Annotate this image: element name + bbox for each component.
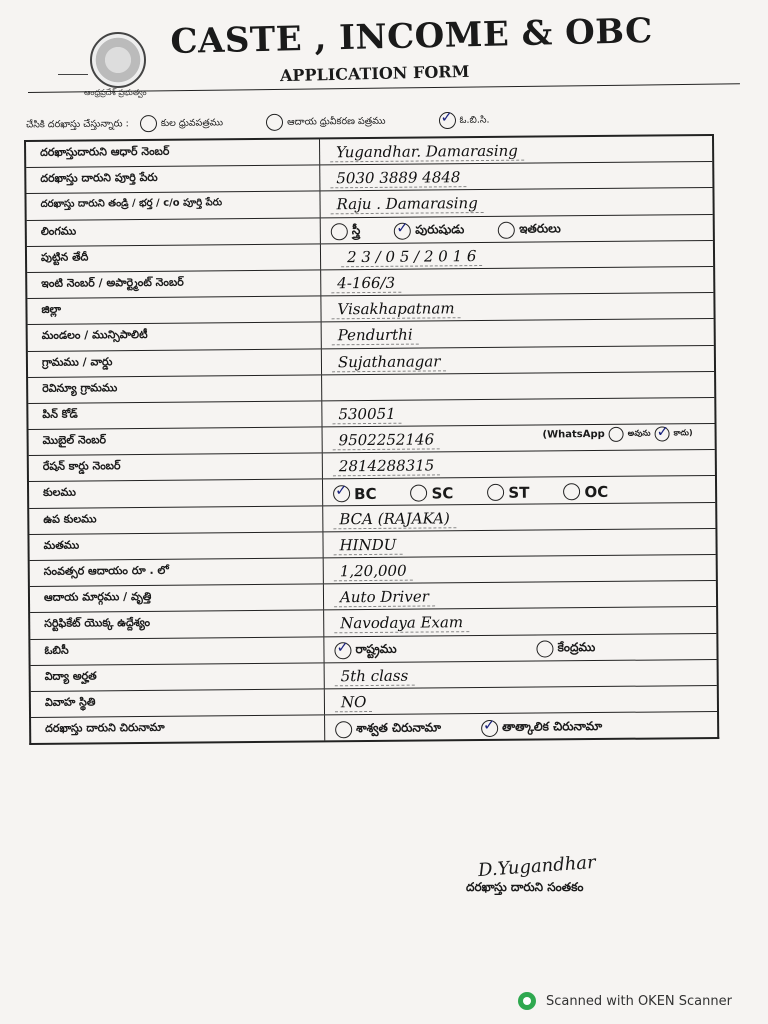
handwritten-entry: 5030 3889 4848 <box>330 168 466 188</box>
certificate-option-obc[interactable] <box>438 112 489 130</box>
radio-circle-icon[interactable] <box>487 484 504 501</box>
option-label: శాశ్వత చిరునామా <box>356 720 442 735</box>
field-value[interactable] <box>323 529 715 558</box>
field-label: మతము <box>29 532 323 560</box>
field-value[interactable] <box>320 188 712 217</box>
field-value[interactable] <box>325 686 717 715</box>
field-value[interactable] <box>322 345 714 374</box>
field-label: పిన్ కోడ్ <box>28 401 322 429</box>
option-label: పురుషుడు <box>415 222 465 237</box>
handwritten-entry: 1,20,000 <box>334 562 413 582</box>
field-label: దరఖాస్తు దారుని తండ్రి / భర్త / c/o పూర్తి పేరు <box>26 192 320 220</box>
field-label: జిల్లా <box>27 297 321 325</box>
option-label: స్త్రీ <box>351 223 361 238</box>
option-label: ఇతరులు <box>519 221 561 236</box>
caste-option-sc[interactable] <box>410 484 453 502</box>
field-value[interactable] <box>324 581 716 610</box>
header-decor-line <box>58 74 88 75</box>
handwritten-entry: Sujathanagar <box>332 352 447 372</box>
field-label: కులము <box>29 480 323 508</box>
option-label: రాష్ట్రము <box>355 641 397 657</box>
field-label: దరఖాస్తు దారుని పూర్తి పేరు <box>26 166 320 194</box>
whatsapp-no-label: కాదు) <box>673 428 693 438</box>
radio-checked-icon[interactable] <box>655 426 670 441</box>
radio-circle-icon[interactable] <box>140 115 157 132</box>
handwritten-entry: HINDU <box>333 536 402 556</box>
application-form-table <box>24 134 719 745</box>
handwritten-entry <box>332 379 344 397</box>
whatsapp-label: (WhatsApp <box>542 429 605 441</box>
handwritten-entry: Visakhapatnam <box>331 299 460 319</box>
option-label: ఆదాయ ధ్రువీకరణ పత్రము <box>287 115 386 128</box>
certificate-option-income[interactable] <box>266 113 386 131</box>
field-label: ఉప కులము <box>29 506 323 534</box>
address-option-temporary[interactable] <box>481 719 602 737</box>
field-value[interactable] <box>322 372 714 401</box>
state-emblem-icon <box>90 32 146 88</box>
option-label: కేంద్రము <box>557 640 596 655</box>
field-label: రేషన్ కార్డు నెంబర్ <box>29 454 323 482</box>
form-title: CASTE , INCOME & OBC <box>170 11 654 62</box>
field-value[interactable] <box>321 267 713 296</box>
field-label: ఆదాయ మార్గము / వృత్తి <box>30 585 324 613</box>
radio-circle-icon[interactable] <box>609 427 624 442</box>
radio-checked-icon[interactable] <box>481 720 498 737</box>
field-value[interactable] <box>320 162 712 191</box>
handwritten-entry: NO <box>335 693 373 712</box>
address-options <box>325 712 717 741</box>
caste-option-st[interactable] <box>487 483 529 501</box>
field-value[interactable] <box>324 555 716 584</box>
option-label: BC <box>354 484 377 503</box>
option-label: కుల ధ్రువపత్రము <box>160 117 224 130</box>
option-label: SC <box>431 483 454 502</box>
field-value[interactable] <box>321 293 713 322</box>
certificate-option-caste[interactable] <box>140 114 223 132</box>
whatsapp-selector <box>542 426 696 442</box>
radio-checked-icon[interactable] <box>333 485 350 502</box>
scanner-text: Scanned with OKEN Scanner <box>546 993 732 1009</box>
field-value[interactable] <box>323 503 715 532</box>
option-label: OC <box>584 482 609 501</box>
radio-checked-icon[interactable] <box>334 642 351 659</box>
radio-checked-icon[interactable] <box>438 112 455 129</box>
caste-options <box>323 476 715 505</box>
gender-options <box>321 215 713 244</box>
field-label: వివాహ స్థితి <box>31 689 325 717</box>
handwritten-entry: 4-166/3 <box>331 274 401 294</box>
handwritten-entry: 5th class <box>335 666 415 686</box>
option-label: ఓ.బి.సి. <box>459 114 490 126</box>
field-value[interactable] <box>324 607 716 636</box>
field-value[interactable] <box>325 660 717 689</box>
address-option-permanent[interactable] <box>335 720 441 738</box>
caste-option-oc[interactable] <box>563 482 608 500</box>
gender-option-female[interactable] <box>331 223 361 240</box>
obc-option-state[interactable] <box>334 642 396 660</box>
handwritten-entry: 2 3 / 0 5 / 2 0 1 6 <box>341 247 483 267</box>
form-subtitle: APPLICATION FORM <box>279 61 470 86</box>
obc-options <box>324 634 716 663</box>
field-value[interactable] <box>321 241 713 270</box>
field-label: ఇంటి నెంబర్ / అపార్ట్మెంట్ నెంబర్ <box>27 270 321 298</box>
radio-circle-icon[interactable] <box>498 222 515 239</box>
radio-circle-icon[interactable] <box>537 641 554 658</box>
obc-option-central[interactable] <box>537 640 596 658</box>
field-value[interactable] <box>320 136 712 165</box>
field-label: విద్యా అర్హత <box>31 663 325 691</box>
handwritten-entry: 530051 <box>332 405 401 425</box>
field-value[interactable] <box>322 398 714 427</box>
radio-circle-icon[interactable] <box>331 223 348 240</box>
option-label: ST <box>508 483 530 502</box>
handwritten-entry: Navodaya Exam <box>334 614 469 634</box>
gender-option-other[interactable] <box>498 221 561 239</box>
field-label: పుట్టిన తేదీ <box>27 244 321 272</box>
field-label: దరఖాస్తుదారుని ఆధార్ నెంబర్ <box>26 139 320 167</box>
gender-option-male[interactable] <box>394 222 464 240</box>
scanner-watermark <box>518 992 732 1010</box>
handwritten-entry: Auto Driver <box>334 588 435 608</box>
field-value[interactable] <box>323 450 715 479</box>
radio-circle-icon[interactable] <box>266 114 283 131</box>
field-value[interactable] <box>322 319 714 348</box>
radio-circle-icon[interactable] <box>410 485 427 502</box>
field-label: సర్టిఫికేట్ యొక్క ఉద్దేశ్యం <box>30 611 324 639</box>
certificate-type-label: చేసికి దరఖాస్తు చేస్తున్నారు : <box>25 118 129 131</box>
radio-circle-icon[interactable] <box>335 721 352 738</box>
emblem-caption: ఆంధ్రప్రదేశ్ ప్రభుత్వం <box>84 88 147 97</box>
field-label: సంవత్సర ఆదాయం రూ . లో <box>30 558 324 586</box>
handwritten-entry: BCA (RAJAKA) <box>333 509 456 529</box>
handwritten-entry: 9502252146 <box>333 430 441 450</box>
signature-label: దరఖాస్తు దారుని సంతకం <box>466 880 584 894</box>
field-label: మండలం / మున్సిపాలిటీ <box>28 323 322 351</box>
applicant-signature: D.Yugandhar <box>477 851 597 882</box>
oken-scanner-logo-icon <box>518 992 536 1010</box>
handwritten-entry: 2814288315 <box>333 457 441 477</box>
whatsapp-yes-label: అవును <box>627 428 651 438</box>
handwritten-entry: Yugandhar. Damarasing <box>330 142 524 163</box>
field-label: ఓబిసీ <box>30 637 324 665</box>
field-label: రెవిన్యూ గ్రామము <box>28 375 322 403</box>
caste-option-bc[interactable] <box>333 484 377 502</box>
handwritten-entry: Raju . Damarasing <box>330 194 483 214</box>
certificate-type-selector <box>26 112 490 134</box>
field-label: గ్రామము / వార్డు <box>28 349 322 377</box>
form-row-address <box>31 712 717 743</box>
handwritten-entry: Pendurthi <box>332 326 419 346</box>
field-label: దరఖాస్తు దారుని చిరునామా <box>31 716 325 744</box>
radio-circle-icon[interactable] <box>563 483 580 500</box>
field-value[interactable] <box>323 424 715 453</box>
field-label: లింగము <box>27 218 321 246</box>
option-label: తాత్కాలిక చిరునామా <box>501 718 603 734</box>
radio-checked-icon[interactable] <box>394 223 411 240</box>
field-label: మొబైల్ నెంబర్ <box>29 427 323 455</box>
